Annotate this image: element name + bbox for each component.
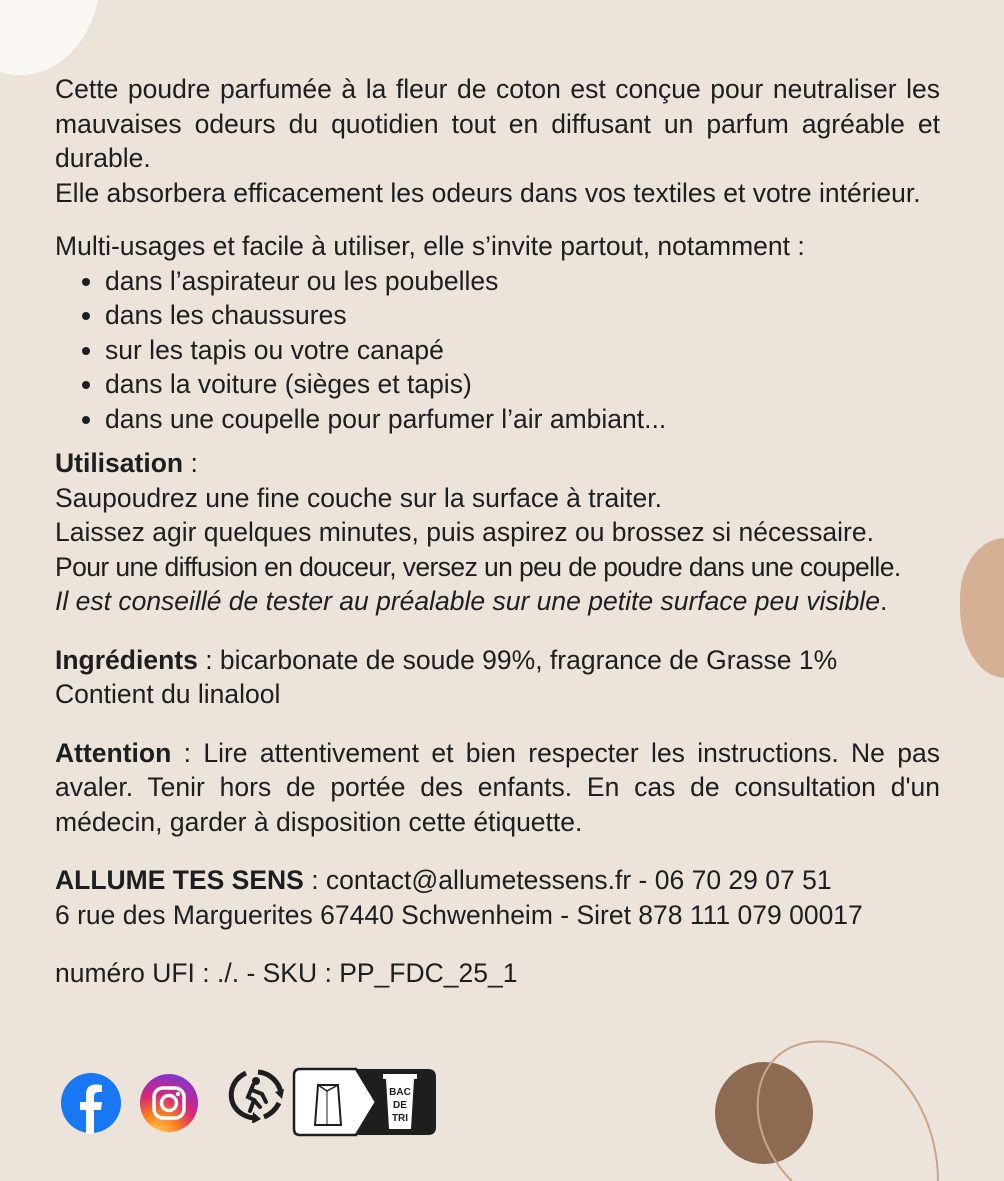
sorting-info-icon [292, 1067, 438, 1137]
facebook-icon[interactable] [60, 1072, 122, 1134]
list-item: • sur les tapis ou votre canapé [105, 333, 940, 368]
brand-contact-line [55, 863, 940, 898]
list-item: • dans la voiture (sièges et tapis) [105, 367, 940, 402]
list-item: • dans les chaussures [105, 298, 940, 333]
ingredients-line [55, 643, 940, 678]
utilisation-separator: : [183, 448, 198, 478]
description-paragraph-1: Cette poudre parfumée à la fleur de coton est conçue pour neutraliser les mauvaises odeurs du quotidien tout en diffusant un parfum agréable et durable. [55, 74, 940, 173]
utilisation-line-1: Saupoudrez une fine couche sur la surface à traiter. [55, 482, 662, 513]
attention-text: : Lire attentivement et bien respecter les instructions. Ne pas avaler. Tenir hors de portée des enfants. En cas de consultation d'un médecin, garder à disposition cette étiquette. [55, 737, 940, 837]
utilisation-label: Utilisation [55, 448, 184, 478]
attention-paragraph [55, 736, 940, 840]
brand-name: ALLUME TES SENS [55, 865, 304, 895]
brand-address: 6 rue des Marguerites 67440 Schwenheim - Siret 878 111 079 00017 [55, 899, 863, 930]
decorative-blob-right [960, 538, 1004, 678]
utilisation-line-2: Laissez agir quelques minutes, puis aspirez ou brossez si nécessaire. [55, 517, 874, 547]
utilisation-heading [55, 446, 940, 481]
list-item: • dans une coupelle pour parfumer l’air ambiant... [105, 402, 940, 437]
ingredients-label: Ingrédients [55, 644, 198, 675]
label-text [55, 72, 940, 991]
usages-list [55, 264, 940, 437]
bin-text-line-2: DE [393, 1100, 407, 1111]
decorative-circles-bottom-right [700, 1030, 1004, 1181]
ingredients-line-2: Contient du linalool [55, 679, 281, 709]
utilisation-note [55, 584, 940, 619]
attention-label: Attention [55, 737, 172, 768]
list-item: • dans l’aspirateur ou les poubelles [105, 264, 940, 299]
icon-row [60, 1065, 440, 1140]
utilisation-note-text: Il est conseillé de tester au préalable sur une petite surface peu visible [55, 586, 880, 616]
utilisation-line-3: Pour une diffusion en douceur, versez un peu de poudre dans une coupelle. [55, 551, 901, 582]
instagram-icon[interactable] [139, 1073, 199, 1133]
bin-text-line-3: TRI [391, 1113, 409, 1124]
ufi-sku: numéro UFI : ./. - SKU : PP_FDC_25_1 [55, 958, 518, 988]
utilisation-note-end: . [879, 586, 888, 616]
usages-intro: Multi-usages et facile à utiliser, elle s’invite partout, notamment : [55, 231, 805, 261]
ingredients-text: : bicarbonate de soude 99%, fragrance de Grasse 1% [197, 644, 838, 675]
bin-text-line-1: BAC [389, 1087, 411, 1098]
brand-contact: : contact@allumetessens.fr - 06 70 29 07 51 [303, 865, 832, 895]
description-paragraph-2: Elle absorbera efficacement les odeurs dans vos textiles et votre intérieur. [55, 177, 921, 208]
decorative-blob-top-left [0, 0, 100, 75]
triman-recycling-icon [226, 1067, 286, 1123]
